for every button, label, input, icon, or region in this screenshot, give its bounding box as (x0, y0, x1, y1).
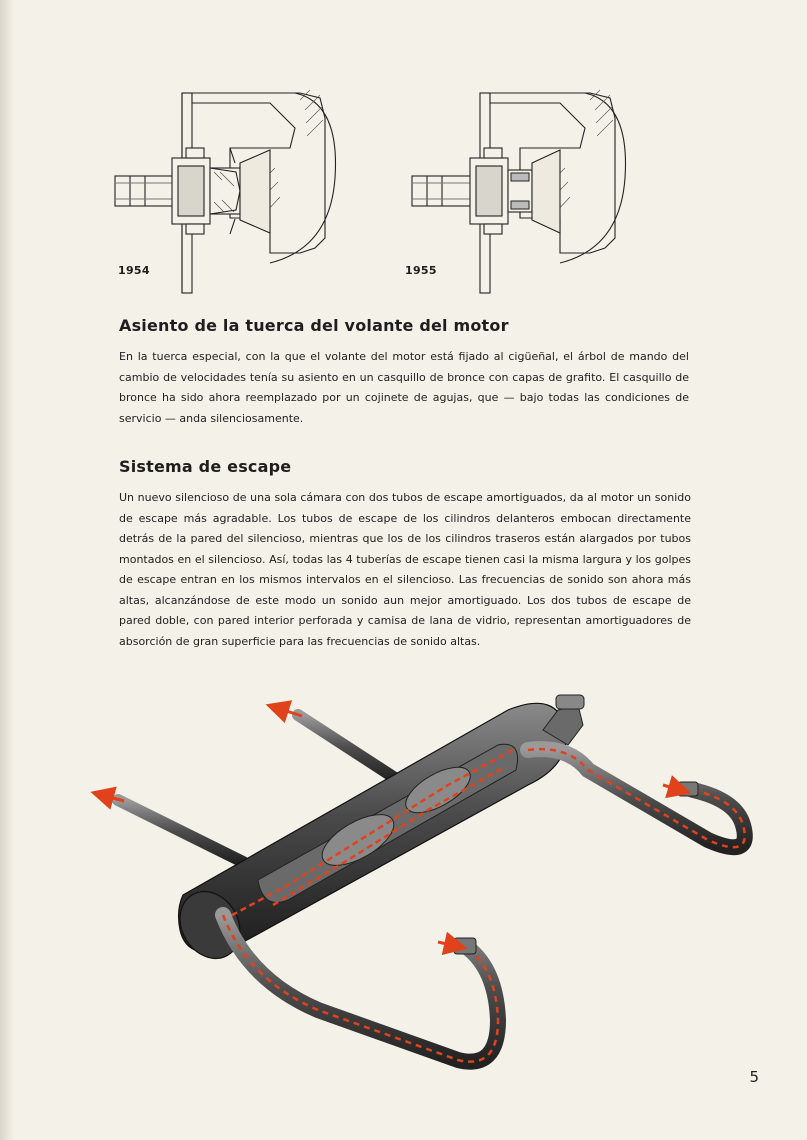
flywheel-nut-diagram-1954 (110, 88, 360, 307)
binding-shadow (0, 0, 14, 1140)
exhaust-pipe-left (223, 915, 498, 1062)
figure-label-1954: 1954 (118, 264, 150, 277)
section-body-exhaust-system: Un nuevo silencioso de una sola cámara con dos tubos de escape amortiguados, da al motor un sonido de escape más agradable. Los tubos de escape de los cilindros delanteros embocan directamente detrás de la pared del silencioso, mientras que los de los cilindros traseros están alargados por tubos montados en el silencioso. Así, todas las 4 tuberías de escape tienen casi la misma largura y los golpes de escape entran en los mismos intervalos en el silencioso. Las frecuencias de sonido son ahora más altas, alcanzándose de este modo un sonido aun mejor amortiguado. Los dos tubos de escape de pared doble, con pared interior perforada y camisa de lana de vidrio, representan amortiguadores de absorción de gran superficie para las frecuencias de sonido altas. (119, 491, 691, 648)
exhaust-pipe-right (528, 749, 745, 847)
exhaust-svg (88, 690, 768, 1080)
page-number: 5 (749, 1068, 759, 1086)
figure-label-1955: 1955 (405, 264, 437, 277)
tailpipe-lower (102, 795, 243, 862)
tailpipe-upper (277, 708, 398, 780)
flywheel-nut-diagram-1955 (400, 88, 650, 307)
section-title-exhaust-system: Sistema de escape (119, 457, 292, 476)
diagram-1955-svg (400, 88, 650, 303)
exhaust-system-illustration (88, 690, 768, 1084)
section-body-flywheel-nut: En la tuerca especial, con la que el volante del motor está fijado al cigüeñal, el árbol de mando del cambio de velocidades tenía su asiento en un casquillo de bronce con capas de grafito. El casquillo de bronce ha sido ahora reemplazado por un cojinete de agujas, que — bajo todas las condiciones de servicio — anda silenciosamente. (119, 350, 689, 425)
section-title-flywheel-nut: Asiento de la tuerca del volante del motor (119, 316, 509, 335)
